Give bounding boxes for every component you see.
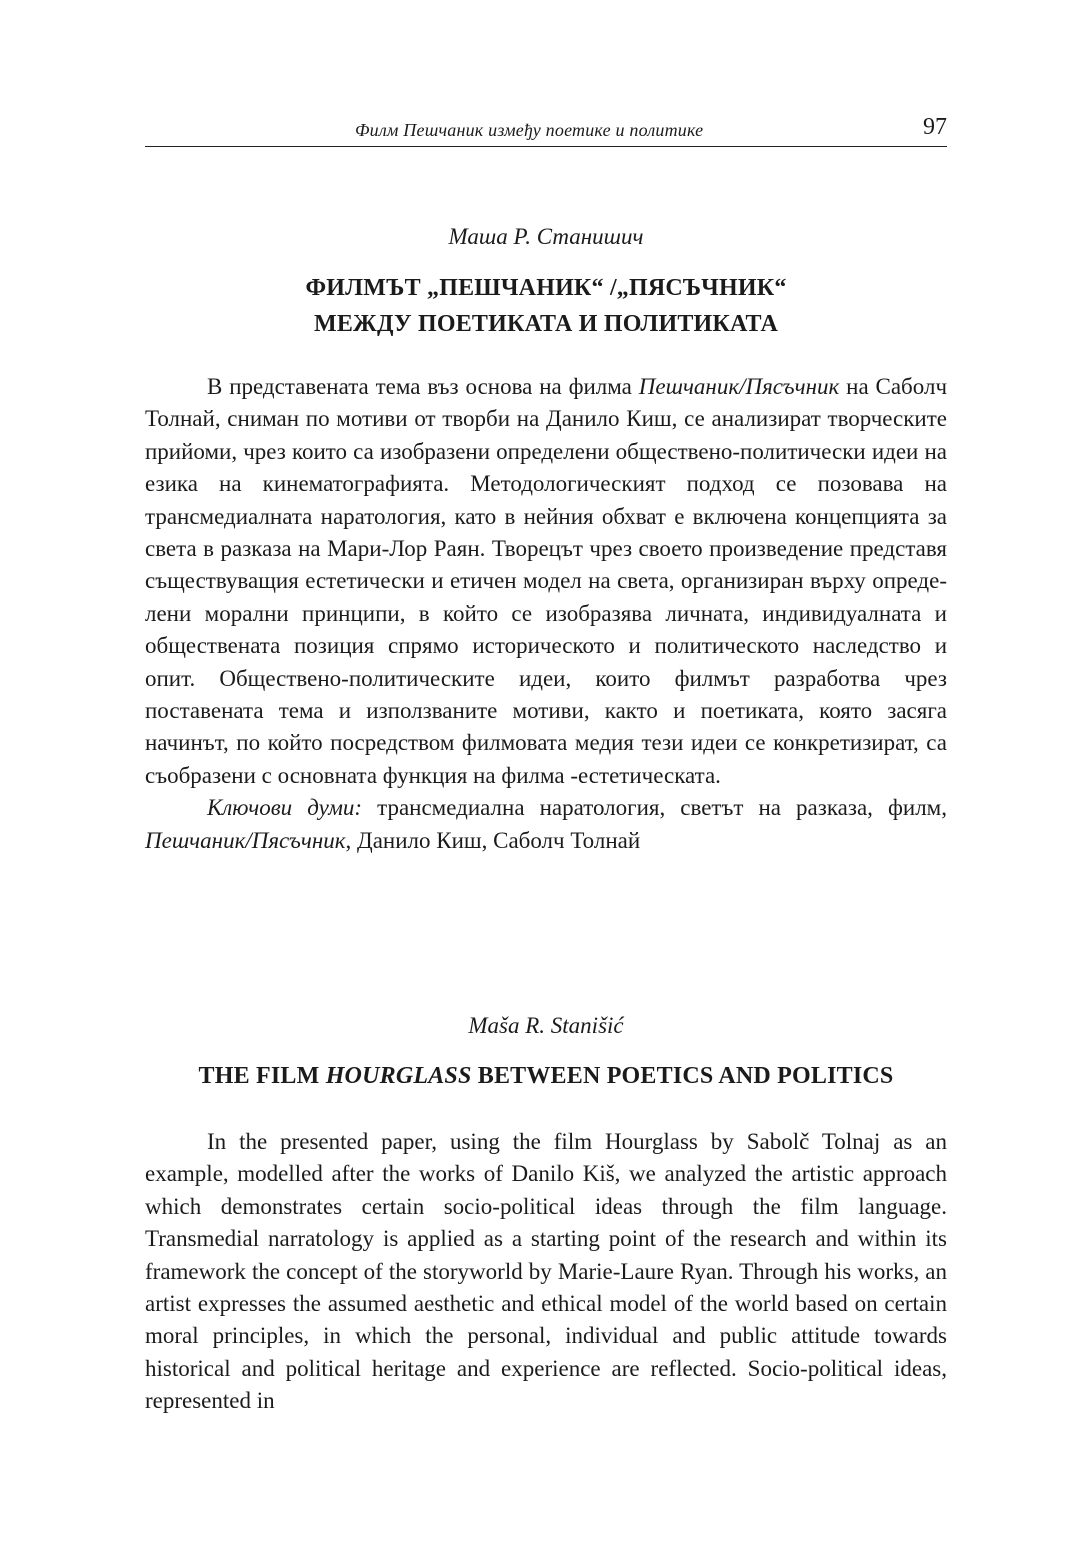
- keywords-bg: [145, 792, 947, 857]
- keywords-bg-text-2: , Данило Киш, Саболч Толнай: [345, 827, 641, 853]
- running-head-title: Филм Пешчаник између поетике и политике: [355, 120, 704, 140]
- keywords-bg-text-1: трансмедиална наратология, светът на разказа, филм,: [362, 795, 947, 821]
- abstract-bg-paragraph: [145, 371, 947, 792]
- abstract-bg-lead: В представената тема въз основа на филма: [207, 374, 639, 399]
- title-bg-line2: МЕЖДУ ПОЕТИКАТА И ПОЛИТИКАТА: [313, 311, 778, 337]
- title-bg: [145, 270, 947, 342]
- running-head: [145, 112, 947, 147]
- abstract-en-paragraph: In the presented paper, using the film Hourglass by Sabolč Tolnaj as an example, modelled after the works of Danilo Kiš, we analyzed the artistic approach which demonstrates certain socio-political ideas through the film language. Transmedial narratology is applied as a starting point of the research and within its framework the concept of the storyworld by Marie-Laure Ryan. Through his works, an artist expresses the assumed aesthetic and ethical model of the world based on certain moral principles, in which the personal, individual and public attitude towards historical and political heritage and experience are reflected. Socio-political ideas, represented in: [145, 1129, 947, 1414]
- page-number: 97: [923, 114, 947, 140]
- title-en-pre: THE FILM: [198, 1063, 326, 1089]
- title-en-post: BETWEEN POETICS AND POLITICS: [471, 1063, 894, 1089]
- keywords-bg-label: Ключови думи:: [207, 795, 363, 821]
- abstract-en: [145, 1126, 947, 1418]
- author-bg: Маша Р. Станишич: [448, 224, 644, 249]
- abstract-bg-text: на Саболч Толнай, сниман по мотиви от творби на Данило Киш, се анализират творческите прийоми, чрез които са изобразени определени обществено-политически идеи на езика на кинематографията. Методологическият подход се позовава на трансмедиалната наратология, като в нейния обхват е включена концепцията за света в разказа на Мари-Лор Раян. Творецът чрез своето произведение представя съществуващия естетически и етичен модел на света, организиран върху определени морални принципи, в който се изобразява личната, индивидуалната и обществената позиция спрямо историческото и политическото наследство и опит. Обществено-политическите идеи, които филмът разработва чрез поставената тема и използваните мотиви, както и поетиката, която засяга начинът, по който посредством филмовата медия тези идеи се конкретизират, са съобразени с основната функция на филма -естетическата.: [145, 374, 948, 788]
- title-bg-line1: ФИЛМЪТ „ПЕШЧАНИК“ /„ПЯСЪЧНИК“: [305, 275, 787, 301]
- title-en: [145, 1058, 947, 1094]
- abstract-bg: [145, 371, 947, 857]
- abstract-bg-film-title: Пешчаник/Пясъчник: [638, 374, 840, 399]
- keywords-bg-film-title: Пешчаник/Пясъчник: [145, 827, 346, 853]
- author-en: Maša R. Stanišić: [468, 1013, 624, 1038]
- title-en-film: HOURGLASS: [325, 1063, 472, 1089]
